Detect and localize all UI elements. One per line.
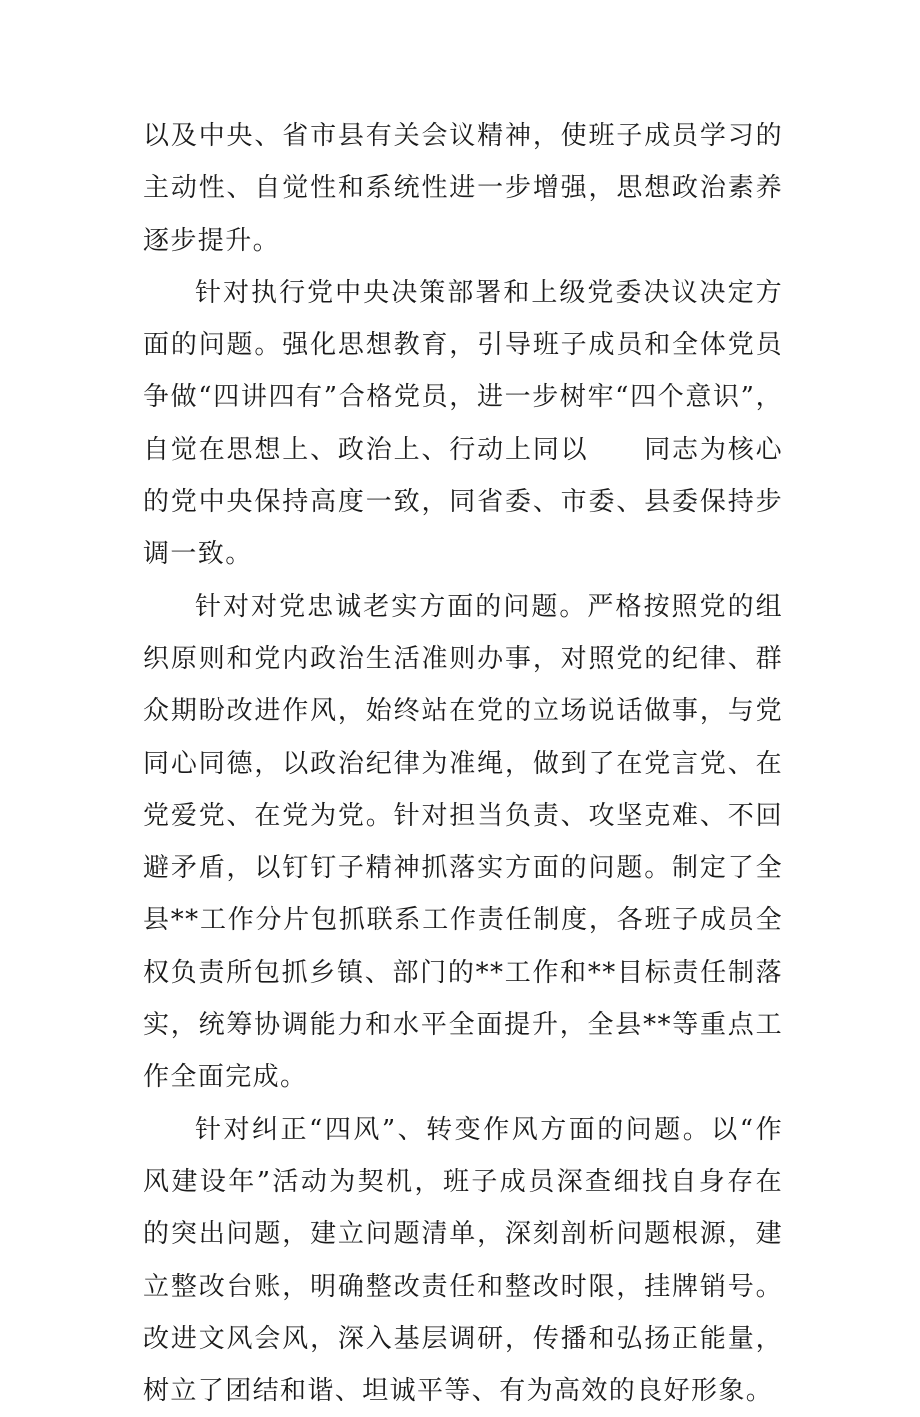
paragraph-party-loyalty: 针对对党忠诚老实方面的问题。严格按照党的组织原则和党内政治生活准则办事，对照党的纪律、群众期盼改进作风，始终站在党的立场说话做事，与党同心同德，以政治纪律为准绳，做到了在党言党、在党爱党、在党为党。针对担当负责、攻坚克难、不回避矛盾，以钉钉子精神抓落实方面的问题。制定了全县**工作分片包抓联系工作责任制度，各班子成员全权负责所包抓乡镇、部门的**工作和**目标责任制落实，统筹协调能力和水平全面提升，全县**等重点工作全面完成。 [143,591,783,1093]
paragraph-continuation: 以及中央、省市县有关会议精神，使班子成员学习的主动性、自觉性和系统性进一步增强，思想政治素养逐步提升。 [143,121,783,256]
paragraph-four-winds: 针对纠正“四风”、转变作风方面的问题。以“作风建设年”活动为契机，班子成员深查细找自身存在的突出问题，建立问题清单，深刻剖析问题根源，建立整改台账，明确整改责任和整改时限，挂牌销号。改进文风会风，深入基层调研，传播和弘扬正能量，树立了团结和谐、坦诚平等、有为高效的良好形象。 [143,1114,783,1407]
document-body [143,110,783,1417]
paragraph-party-central-decisions: 针对执行党中央决策部署和上级党委决议决定方面的问题。强化思想教育，引导班子成员和全体党员争做“四讲四有”合格党员，进一步树牢“四个意识”，自觉在思想上、政治上、行动上同以 同志为核心的党中央保持高度一致，同省委、市委、县委保持步调一致。 [143,277,783,570]
